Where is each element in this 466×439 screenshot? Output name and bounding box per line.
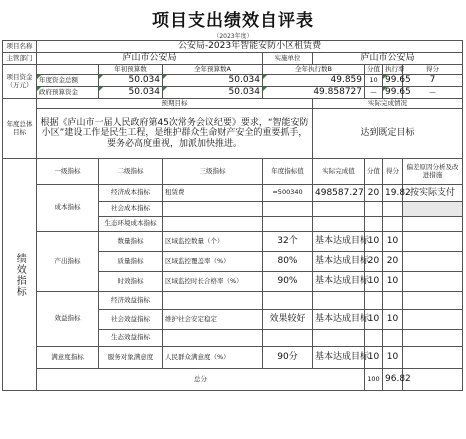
total-label: 总分 (37, 369, 365, 391)
ind-row-0-l2: 经济成本指标 (99, 185, 163, 202)
ind-row-9-actual: 基本达成目标 (313, 347, 365, 369)
funds-label: 项目资金（万元） (3, 65, 37, 99)
ind-header-l2: 二级指标 (99, 159, 163, 185)
ind-row-0-actual: 498587.27 (313, 185, 365, 202)
indicators-label: 绩效指标 (3, 159, 37, 391)
report-title: 项目支出绩效自评表 (152, 11, 314, 31)
funds-header-executed: 全年执行数B (263, 65, 365, 75)
project-name-label: 项目名称 (3, 41, 37, 53)
ind-row-3-l3: 区域监控数量（个） (163, 232, 263, 252)
ind-row-2-target (263, 217, 313, 232)
ind-row-5-target: 90% (263, 272, 313, 292)
ind-row-1-note (403, 202, 463, 217)
goals-planned: 根据《庐山市一届人民政府第45次常务会议纪要》要求，“智能安防小区”建设工作是民生工程，是维护群众生命财产安全的重要抓手，要务必高度重视，加派加快推进。 (37, 109, 313, 159)
funds-budget-rate: 99.65 (383, 87, 403, 99)
ind-row-3-target: 32个 (263, 232, 313, 252)
funds-budget-initial: 50.034 (99, 87, 163, 99)
ind-row-9-note (403, 347, 463, 369)
ind-row-1-target (263, 202, 313, 217)
ind-row-1-value (365, 202, 383, 217)
ind-header-actual: 实际完成值 (313, 159, 365, 185)
ind-header-l1: 一级指标 (37, 159, 99, 185)
ind-row-4-l3: 区域监控覆盖率（%） (163, 252, 263, 272)
project-name: 公安局-2023年智能安防小区租赁费 (37, 41, 463, 53)
funds-total-annual: 50.034 (163, 75, 263, 87)
funds-header-initial: 年初预算数 (99, 65, 163, 75)
funds-header-annual: 全年预算数A (163, 65, 263, 75)
ind-row-1-score (383, 202, 403, 217)
ind-header-score: 得分 (383, 159, 403, 185)
funds-total-executed: 49.859 (263, 75, 365, 87)
funds-budget-score-value: — (365, 87, 383, 99)
ind-row-4-l2: 质量指标 (99, 252, 163, 272)
ind-row-1-actual (313, 202, 365, 217)
ind-row-3-value: 10 (365, 232, 383, 252)
ind-row-6-value (365, 292, 383, 310)
ind-row-7-l2: 社会效益指标 (99, 310, 163, 330)
ind-row-4-score: 20 (383, 252, 403, 272)
ind-row-8-actual (313, 330, 365, 347)
ind-row-0-score: 19.82 (383, 185, 403, 202)
ind-row-7-target: 效果较好 (263, 310, 313, 330)
ind-row-6-actual (313, 292, 365, 310)
ind-header-value: 分值 (365, 159, 383, 185)
ind-row-9-score: 10 (383, 347, 403, 369)
ind-row-0-l3: 租赁费 (163, 185, 263, 202)
ind-row-2-value (365, 217, 383, 232)
ind-row-4-note (403, 252, 463, 272)
ind-row-2-note (403, 217, 463, 232)
funds-total-initial: 50.034 (99, 75, 163, 87)
funds-budget-score: — (403, 87, 463, 99)
ind-row-6-score (383, 292, 403, 310)
ind-l1-benefit: 效益指标 (37, 292, 99, 347)
funds-total-label: 年度资金总额 (37, 75, 99, 87)
ind-row-5-l2: 时效指标 (99, 272, 163, 292)
ind-row-5-actual: 基本达成目标 (313, 272, 365, 292)
ind-row-6-note (403, 292, 463, 310)
ind-row-1-l2: 社会成本指标 (99, 202, 163, 217)
ind-l1-cost: 成本指标 (37, 185, 99, 232)
ind-row-8-score (383, 330, 403, 347)
ind-row-5-l3: 区域监控时长合格率（%） (163, 272, 263, 292)
ind-row-8-note (403, 330, 463, 347)
ind-row-7-l3: 维护社会安定稳定 (163, 310, 263, 330)
ind-l1-output: 产出指标 (37, 232, 99, 292)
goals-label: 年度总体目标 (3, 99, 37, 159)
ind-row-9-l2: 服务对象满意度 (99, 347, 163, 369)
ind-row-3-l2: 数量指标 (99, 232, 163, 252)
ind-row-6-l3 (163, 292, 263, 310)
ind-row-3-actual: 基本达成目标 (313, 232, 365, 252)
ind-row-6-target (263, 292, 313, 310)
funds-header-value: 分值 (365, 65, 383, 75)
ind-row-5-value: 10 (365, 272, 383, 292)
funds-budget-executed: 49.858727 (263, 87, 365, 99)
ind-row-0-note: 按实际支付 (403, 185, 463, 202)
ind-row-8-l2: 生态效益指标 (99, 330, 163, 347)
funds-header-rate: 执行率 (383, 65, 403, 75)
ind-l1-satisfaction: 满意度指标 (37, 347, 99, 369)
ind-row-8-value (365, 330, 383, 347)
impl-label: 实施单位 (263, 53, 313, 65)
ind-header-target: 年度指标值 (263, 159, 313, 185)
ind-row-1-l3 (163, 202, 263, 217)
funds-total-score: 7 (403, 75, 463, 87)
ind-header-l3: 三级指标 (163, 159, 263, 185)
ind-row-5-note (403, 272, 463, 292)
ind-row-0-target: =500340 (263, 185, 313, 202)
ind-row-7-score: 10 (383, 310, 403, 330)
ind-row-4-target: 80% (263, 252, 313, 272)
ind-row-7-actual: 基本达成目标 (313, 310, 365, 330)
funds-header-score: 得分 (403, 65, 463, 75)
ind-row-0-value: 20 (365, 185, 383, 202)
funds-budget-label: 政府预算资金 (37, 87, 99, 99)
dept-label: 主管部门 (3, 53, 37, 65)
ind-row-3-note (403, 232, 463, 252)
dept: 庐山市公安局 (37, 53, 263, 65)
ind-row-8-target (263, 330, 313, 347)
total-value: 100 (365, 369, 383, 391)
funds-budget-annual: 50.034 (163, 87, 263, 99)
ind-row-2-actual (313, 217, 365, 232)
report-year: （2023年度） (213, 33, 253, 40)
ind-row-4-actual: 基本达成目标 (313, 252, 365, 272)
goals-actual: 达到既定目标 (313, 109, 463, 159)
total-score: 96.82 (383, 369, 403, 391)
ind-row-8-l3 (163, 330, 263, 347)
impl: 庐山市公安局 (313, 53, 463, 65)
ind-row-2-score (383, 217, 403, 232)
ind-row-6-l2: 经济效益指标 (99, 292, 163, 310)
ind-row-9-l3: 人民群众满意度（%） (163, 347, 263, 369)
self-evaluation-table (2, 40, 463, 391)
ind-row-3-score: 10 (383, 232, 403, 252)
funds-total-rate: 99.65 (383, 75, 403, 87)
ind-row-9-value: 10 (365, 347, 383, 369)
ind-row-7-value: 10 (365, 310, 383, 330)
goals-planned-header: 预期目标 (37, 99, 313, 109)
ind-row-5-score: 10 (383, 272, 403, 292)
ind-row-4-value: 20 (365, 252, 383, 272)
ind-row-7-note (403, 310, 463, 330)
ind-header-note: 偏差原因分析及改进措施 (403, 159, 463, 185)
ind-row-2-l3 (163, 217, 263, 232)
goals-actual-header: 实际完成情况 (313, 99, 463, 109)
funds-total-score-value: 10 (365, 75, 383, 87)
ind-row-2-l2: 生态环境成本指标 (99, 217, 163, 232)
ind-row-9-target: 90分 (263, 347, 313, 369)
